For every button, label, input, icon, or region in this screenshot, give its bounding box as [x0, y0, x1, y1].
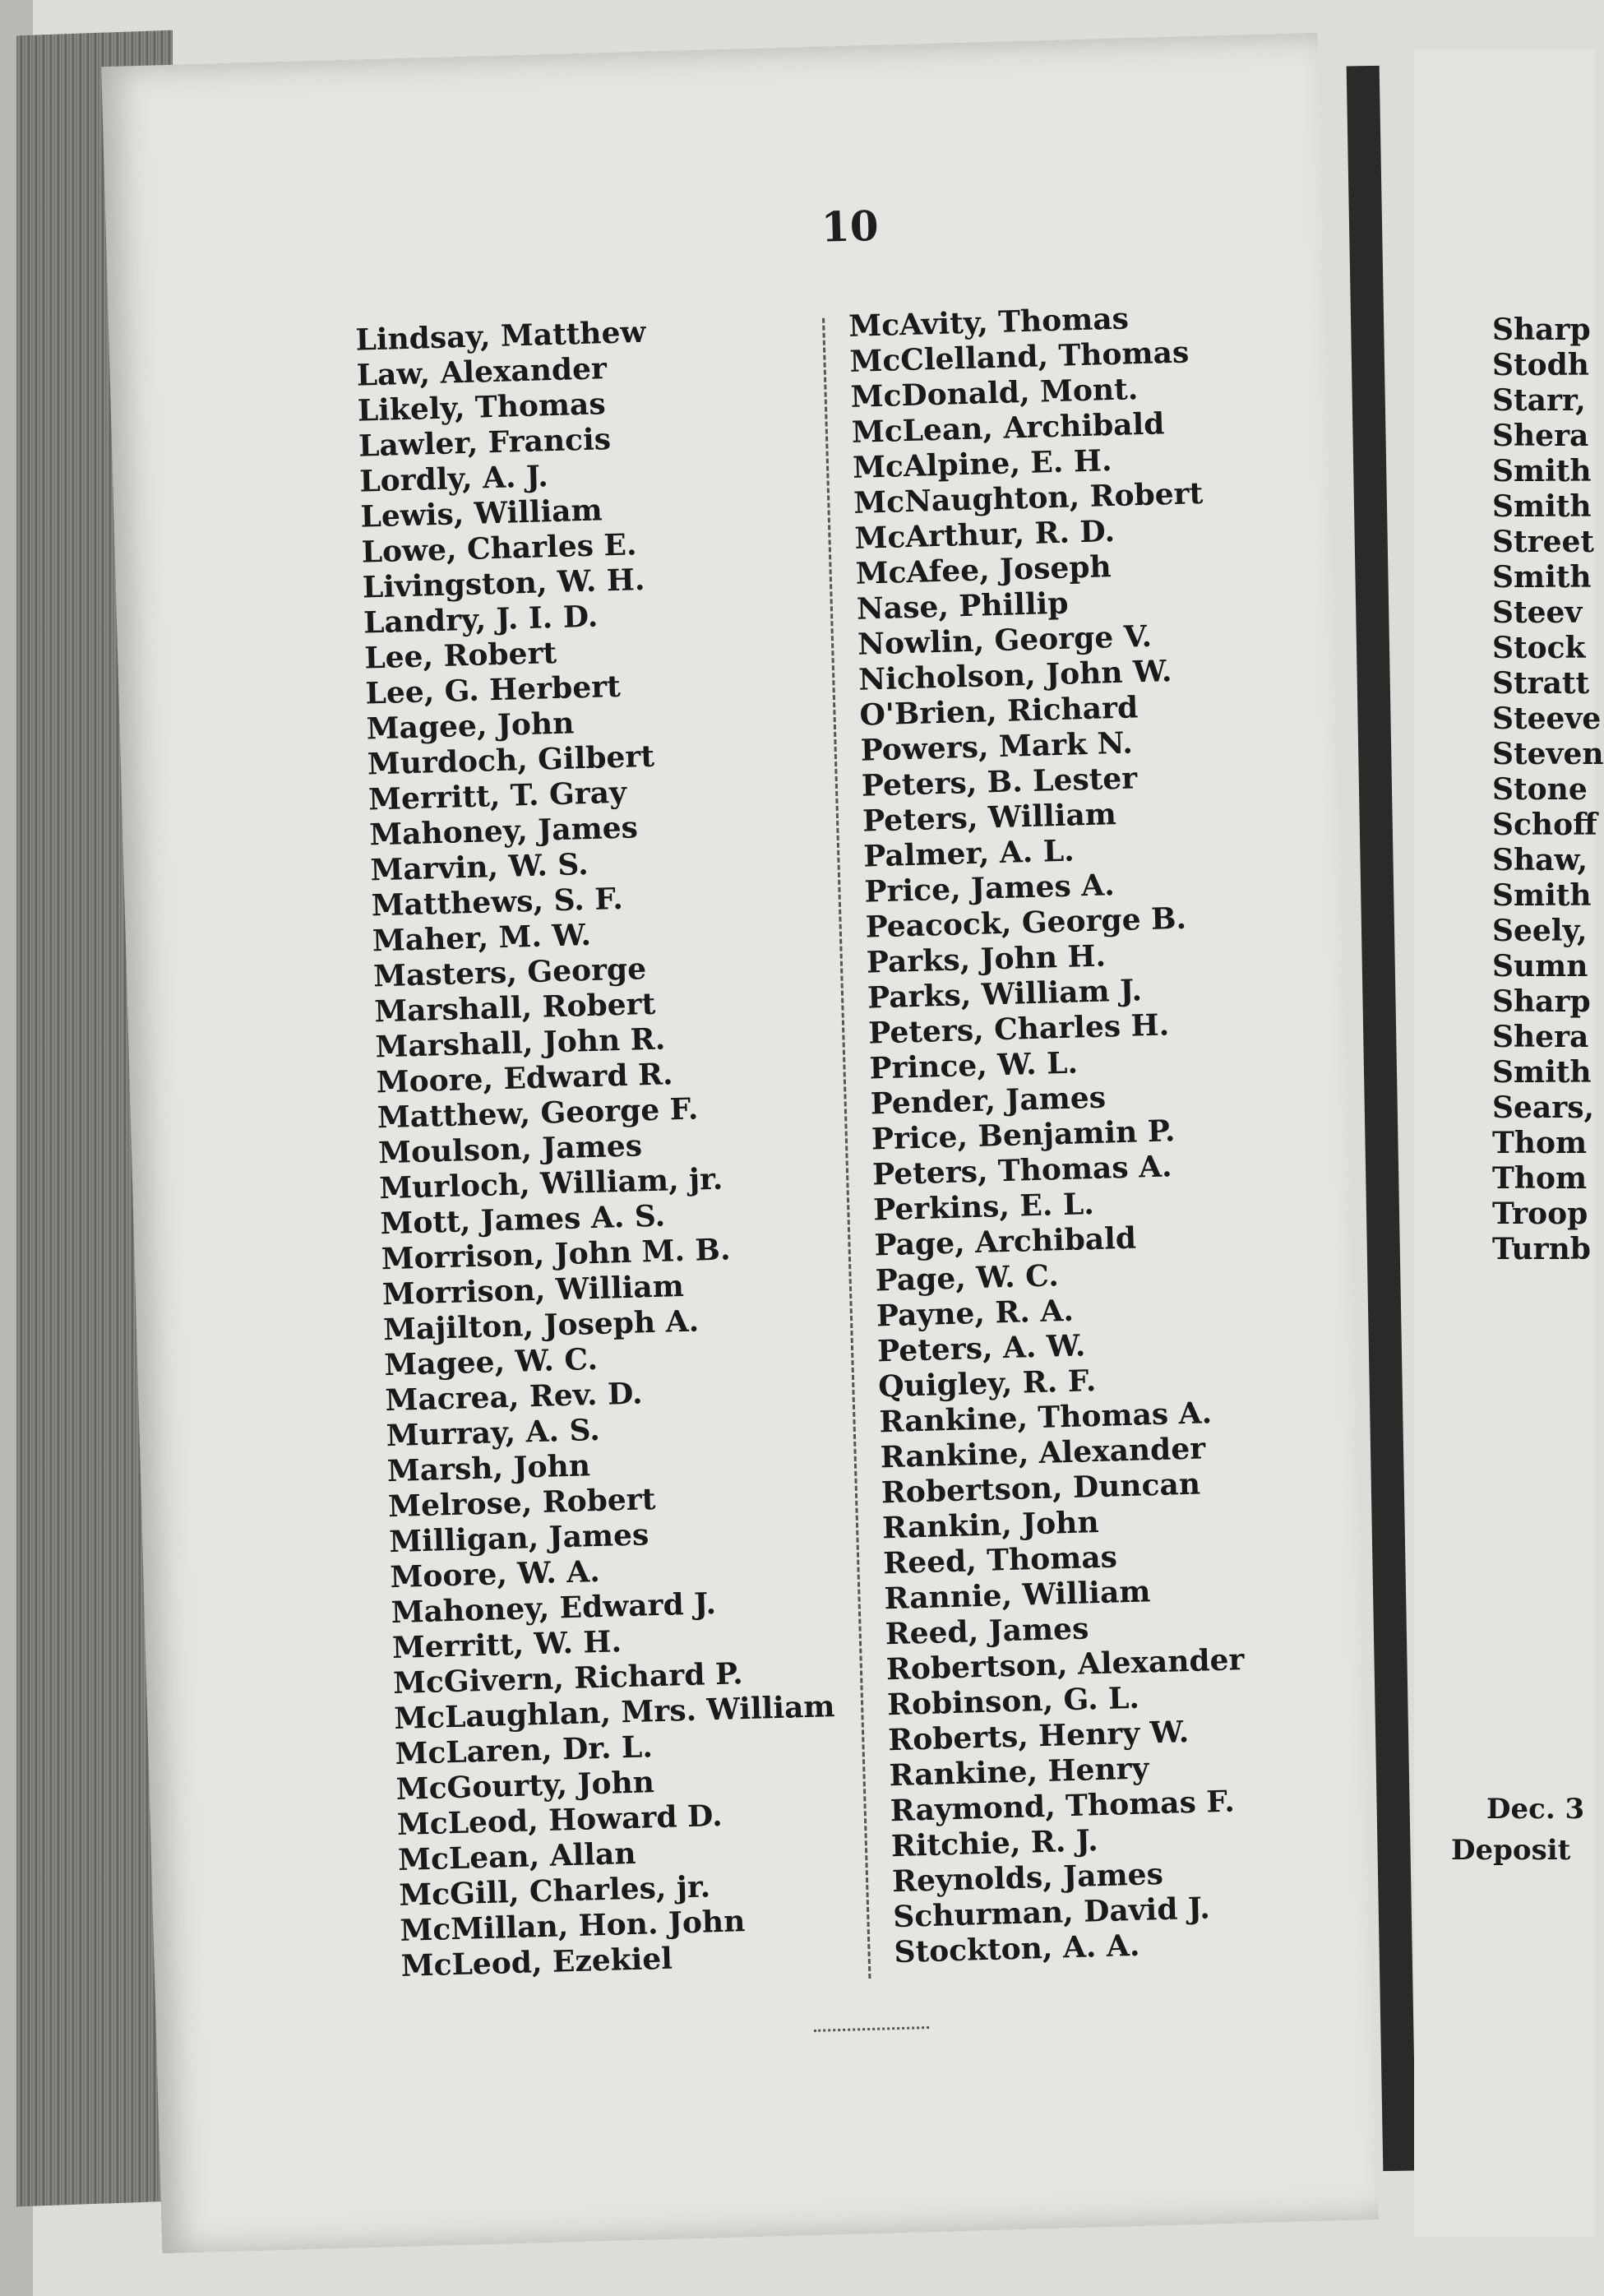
name-entry: Murray, A. S.	[386, 1412, 601, 1454]
name-entry: McLeod, Ezekiel	[400, 1941, 673, 1984]
name-entry: Magee, John	[366, 706, 575, 747]
name-entry: Moore, Edward R.	[376, 1057, 674, 1100]
name-entry: Quigley, R. F.	[877, 1363, 1097, 1405]
left-page	[101, 33, 1379, 2253]
name-entry: Nicholson, John W.	[857, 654, 1172, 697]
name-entry: Schurman, David J.	[892, 1891, 1211, 1935]
name-entry: Lordly, A. J.	[358, 459, 549, 499]
name-entry: Merritt, W. H.	[391, 1624, 622, 1666]
name-entry: Stock	[1492, 631, 1586, 665]
name-entry: Moulson, James	[377, 1128, 643, 1171]
name-entry: Sharp	[1492, 312, 1591, 347]
name-entry: Stockton, A. A.	[893, 1928, 1140, 1970]
name-entry: Milligan, James	[388, 1517, 649, 1560]
name-entry: Peters, Charles H.	[867, 1007, 1170, 1051]
name-entry: Robertson, Alexander	[885, 1642, 1246, 1687]
name-entry: McLean, Allan	[397, 1835, 637, 1877]
name-entry: Peters, A. W.	[876, 1328, 1086, 1369]
name-entry: Maher, M. W.	[372, 917, 592, 959]
name-entry: Landry, J. I. D.	[363, 599, 599, 641]
name-entry: Murloch, William, jr.	[378, 1161, 723, 1206]
name-entry: McNaughton, Robert	[853, 475, 1204, 521]
name-entry: Stratt	[1492, 666, 1590, 701]
name-entry: McDonald, Mont.	[850, 372, 1139, 414]
name-entry: Likely, Thomas	[357, 387, 607, 428]
name-entry: Page, Archibald	[873, 1220, 1137, 1263]
name-entry: Steeve	[1492, 701, 1602, 736]
name-entry: Peters, B. Lester	[861, 761, 1138, 803]
name-entry: Lindsay, Matthew	[354, 314, 646, 358]
name-entry: McMillan, Hon. John	[399, 1904, 746, 1948]
name-entry: Price, James A.	[863, 868, 1116, 910]
name-entry: Rankine, Henry	[888, 1751, 1149, 1794]
name-entry: McAvity, Thomas	[848, 301, 1130, 344]
name-entry: Smith	[1492, 560, 1592, 595]
name-entry: Starr,	[1492, 383, 1586, 418]
name-entry: Reed, Thomas	[882, 1539, 1118, 1581]
name-entry: McGourty, John	[395, 1765, 655, 1807]
name-entry: Parks, William J.	[867, 973, 1143, 1016]
name-entry: Palmer, A. L.	[862, 833, 1075, 874]
left-name-column	[355, 311, 842, 1984]
name-entry: Masters, George	[372, 951, 647, 994]
page-number: 10	[820, 201, 880, 252]
middle-name-column	[848, 299, 1253, 1970]
name-entry: Robinson, G. L.	[886, 1680, 1140, 1723]
name-entry: Smith	[1492, 878, 1592, 913]
name-entry: Peacock, George B.	[865, 900, 1187, 945]
name-entry: McClelland, Thomas	[848, 335, 1190, 379]
name-entry: Stone	[1492, 772, 1588, 807]
name-entry: Peters, Thomas A.	[871, 1149, 1173, 1192]
name-entry: Page, W. C.	[875, 1258, 1060, 1298]
name-entry: Shera	[1492, 1020, 1589, 1054]
name-entry: McLeod, Howard D.	[396, 1798, 723, 1842]
name-entry: Sears,	[1492, 1090, 1594, 1125]
name-entry: Seely,	[1492, 914, 1588, 948]
name-entry: Thom	[1492, 1126, 1588, 1160]
name-entry: Pender, James	[870, 1080, 1107, 1122]
name-entry: Murdoch, Gilbert	[367, 738, 655, 782]
name-entry: Powers, Mark N.	[860, 725, 1134, 768]
name-entry: McLean, Archibald	[851, 406, 1165, 450]
name-entry: Shera	[1492, 419, 1589, 453]
name-entry: Troop	[1492, 1197, 1588, 1231]
name-entry: Stodh	[1492, 348, 1589, 382]
name-entry: Mahoney, James	[368, 810, 639, 853]
name-entry: Lee, G. Herbert	[364, 669, 622, 711]
name-entry: Mahoney, Edward J.	[391, 1586, 717, 1631]
name-entry: Marshall, John R.	[374, 1021, 666, 1065]
name-entry: Rankine, Thomas A.	[878, 1396, 1213, 1440]
name-entry: Prince, W. L.	[868, 1045, 1079, 1086]
name-entry: Rankine, Alexander	[880, 1431, 1206, 1475]
name-entry: Lewis, William	[359, 493, 603, 535]
name-entry: Steev	[1492, 595, 1583, 630]
name-entry: Morrison, William	[381, 1268, 685, 1312]
name-entry: McGivern, Richard P.	[392, 1656, 744, 1701]
name-entry: Marshall, Robert	[373, 986, 656, 1030]
name-entry: Schoff	[1492, 808, 1597, 842]
name-entry: Sumn	[1492, 949, 1588, 984]
name-entry: Street	[1492, 525, 1595, 559]
name-entry: Majilton, Joseph A.	[382, 1303, 700, 1348]
name-entry: O'Brien, Richard	[858, 690, 1139, 733]
name-entry: Marsh, John	[386, 1448, 591, 1489]
name-entry: Roberts, Henry W.	[887, 1715, 1190, 1758]
name-entry: Lee, Robert	[363, 636, 557, 676]
name-entry: Merritt, T. Gray	[367, 775, 627, 817]
right-footer-deposit: Deposit	[1451, 1834, 1571, 1867]
name-entry: Lawler, Francis	[358, 422, 612, 464]
name-entry: Peters, William	[862, 797, 1117, 839]
name-entry: Morrison, John M. B.	[381, 1232, 731, 1277]
name-entry: Thom	[1492, 1161, 1588, 1196]
name-entry: McArthur, R. D.	[853, 513, 1116, 556]
name-entry: Ritchie, R. J.	[890, 1823, 1099, 1864]
name-entry: Steven	[1492, 737, 1604, 771]
name-entry: Rankin, John	[881, 1504, 1100, 1546]
name-entry: Magee, W. C.	[383, 1341, 599, 1383]
name-entry: McLaren, Dr. L.	[394, 1729, 654, 1771]
name-entry: Melrose, Robert	[387, 1482, 656, 1525]
name-entry: Raymond, Thomas F.	[890, 1784, 1236, 1829]
right-footer-date: Dec. 3	[1486, 1793, 1585, 1826]
end-rule	[814, 2026, 929, 2032]
name-entry: Reed, James	[885, 1611, 1089, 1652]
name-entry: Smith	[1492, 489, 1592, 524]
name-entry: Matthew, George F.	[377, 1091, 699, 1136]
name-entry: Moore, W. A.	[389, 1553, 601, 1595]
name-entry: McGill, Charles, jr.	[398, 1869, 711, 1913]
name-entry: Lowe, Charles E.	[361, 527, 637, 570]
name-entry: Law, Alexander	[356, 351, 608, 393]
name-entry: Macrea, Rev. D.	[384, 1376, 644, 1419]
name-entry: Nase, Phillip	[856, 586, 1070, 627]
name-entry: Price, Benjamin P.	[871, 1113, 1176, 1157]
name-entry: Perkins, E. L.	[872, 1187, 1095, 1228]
name-entry: Matthews, S. F.	[371, 881, 624, 923]
name-entry: Rannie, William	[883, 1574, 1151, 1617]
name-entry: Reynolds, James	[891, 1856, 1164, 1900]
right-name-column	[1492, 312, 1604, 1267]
name-entry: Robertson, Duncan	[881, 1466, 1201, 1511]
name-entry: Turnb	[1492, 1232, 1591, 1266]
name-entry: Mott, James A. S.	[379, 1198, 666, 1242]
name-entry: Parks, John H.	[866, 938, 1107, 980]
name-entry: McAfee, Joseph	[855, 549, 1112, 591]
name-entry: Livingston, W. H.	[362, 562, 645, 605]
name-entry: McLaughlan, Mrs. William	[393, 1689, 836, 1737]
name-entry: Nowlin, George V.	[857, 618, 1153, 662]
name-entry: Marvin, W. S.	[369, 847, 589, 888]
name-entry: Sharp	[1492, 984, 1591, 1019]
name-entry: Smith	[1492, 1055, 1592, 1090]
name-entry: McAlpine, E. H.	[852, 443, 1113, 485]
name-entry: Payne, R. A.	[876, 1293, 1075, 1334]
name-entry: Smith	[1492, 454, 1592, 488]
name-entry: Shaw,	[1492, 843, 1588, 877]
